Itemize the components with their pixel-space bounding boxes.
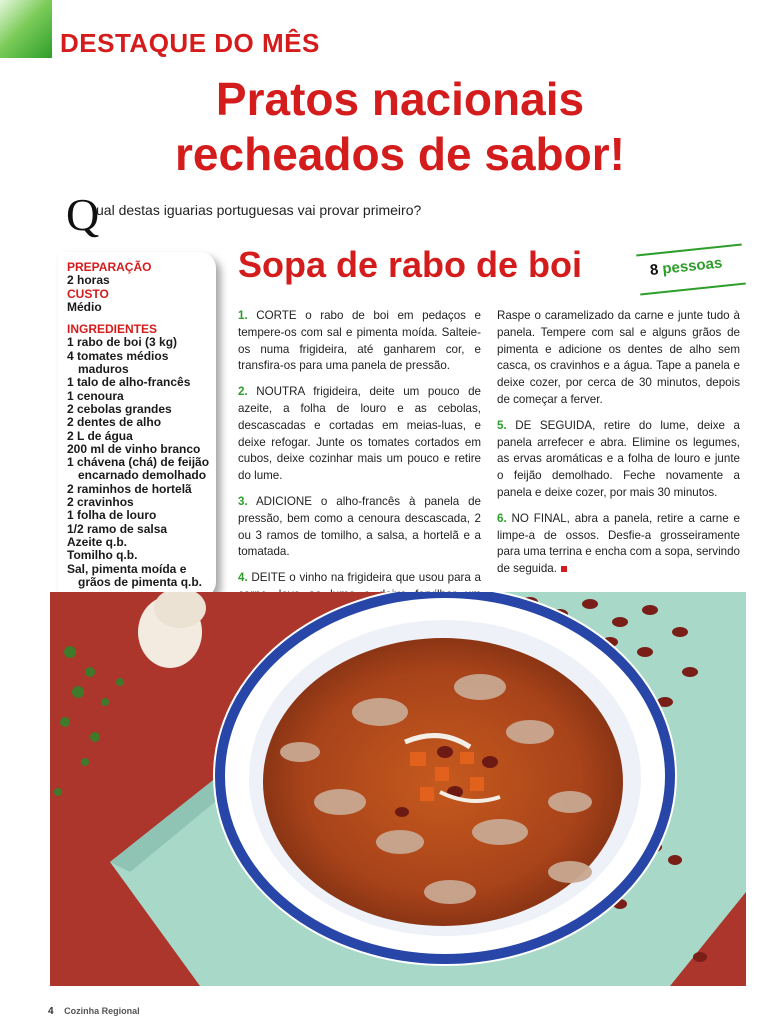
ingredient-item: Sal, pimenta moída e grãos de pimenta q.b. bbox=[67, 561, 203, 589]
cost-label: CUSTO bbox=[67, 286, 109, 301]
ingredient-item: 4 tomates médios maduros bbox=[67, 348, 169, 377]
prep-label: PREPARAÇÃO bbox=[67, 260, 152, 274]
step-number: 1. bbox=[238, 309, 248, 322]
step-number: 5. bbox=[497, 418, 507, 432]
ingredient-item: 1 chávena (chá) de feijão encarnado demolhado bbox=[67, 455, 210, 483]
intro-line bbox=[66, 189, 586, 240]
step-number: 6. bbox=[497, 511, 507, 525]
step-lead: CORTE bbox=[256, 309, 297, 322]
headline-line-1: Pratos nacionais bbox=[215, 73, 585, 125]
step-text: abra a panela, retire a carne e limpe-a de ossos. Desfie-a grosseiramente para uma terrina e encha com a sopa, servindo de seguida. bbox=[497, 511, 740, 576]
cost-value: Médio bbox=[67, 299, 102, 314]
step-text: frigideira, deite um pouco de azeite, a folha de louro e as cebolas, descascadas e cortadas em meias-luas, e deixe refogar. Junte os tomates cortados em cubos, deixe cozinhar mais um pouco e retire do lume. bbox=[238, 385, 481, 483]
ingredient-item: Tomilho q.b. bbox=[67, 548, 138, 563]
step-paragraph bbox=[497, 511, 740, 578]
step-lead: DE SEGUIDA, bbox=[515, 418, 596, 432]
intro-text: ual destas iguarias portuguesas vai provar primeiro? bbox=[96, 202, 422, 218]
servings-number: 8 bbox=[649, 261, 660, 279]
step-number: 2. bbox=[238, 385, 248, 399]
magazine-name: Cozinha Regional bbox=[64, 1006, 140, 1016]
servings-rule-top bbox=[636, 243, 742, 256]
step-number: 4. bbox=[238, 571, 248, 585]
servings-unit: pessoas bbox=[661, 254, 724, 278]
ingredient-item: 1/2 ramo de salsa bbox=[67, 521, 168, 536]
step-lead: DEITE bbox=[251, 571, 286, 585]
step-paragraph bbox=[238, 494, 481, 561]
ingredient-item: 2 dentes de alho bbox=[67, 415, 162, 430]
step-paragraph bbox=[497, 308, 740, 409]
servings-badge bbox=[649, 254, 723, 278]
ingredient-item: 2 L de água bbox=[67, 428, 133, 443]
ingredient-item: Azeite q.b. bbox=[67, 534, 128, 549]
ingredient-item: 2 raminhos de hortelã bbox=[67, 481, 192, 496]
prep-value: 2 horas bbox=[67, 273, 110, 288]
ingredient-item: 1 talo de alho-francês bbox=[67, 375, 191, 390]
end-mark bbox=[561, 566, 567, 572]
step-paragraph bbox=[238, 384, 481, 485]
step-text: Raspe o caramelizado da carne e junte tudo à panela. Tempere com sal e alguns grãos de pimenta e adicione os dentes de alho sem casca, os cravinhos e a água. Tape a panela e deixe cozer, por cerca de 30 minutos, depois de começar a ferver. bbox=[497, 309, 740, 406]
step-lead: ADICIONE bbox=[255, 494, 312, 508]
page-headline bbox=[120, 72, 680, 182]
page-number: 4 bbox=[48, 1006, 54, 1017]
step-number: 3. bbox=[238, 494, 248, 508]
step-text: o alho-francês à panela de pressão, bem como a cenoura descascada, 2 ou 3 ramos de tomilho, a salsa, a hortelã e a tomatada. bbox=[238, 494, 481, 559]
ingredient-item: 1 cenoura bbox=[67, 388, 124, 403]
servings-rule-bottom bbox=[640, 282, 746, 295]
headline-line-2: recheados de sabor! bbox=[175, 128, 625, 180]
step-paragraph bbox=[497, 418, 740, 502]
step-text: retire do lume, deixe a panela arrefecer e abra. Elimine os legumes, as ervas aromáticas e a folha de louro e junte o feijão demolhado. Feche novamente a panela e deixe cozer, por mais 30 minutos. bbox=[497, 418, 740, 499]
ingredients-list bbox=[67, 336, 216, 589]
step-lead: NO FINAL, bbox=[511, 511, 570, 525]
step-paragraph bbox=[238, 308, 481, 375]
section-kicker: DESTAQUE DO MÊS bbox=[60, 28, 320, 58]
ingredient-item: 2 cebolas grandes bbox=[67, 401, 172, 416]
soup-photo bbox=[50, 592, 746, 986]
corner-accent bbox=[0, 0, 52, 58]
ingredient-item: 1 rabo de boi (3 kg) bbox=[67, 335, 178, 350]
steps-column-right bbox=[497, 308, 740, 587]
recipe-info-box bbox=[58, 252, 216, 598]
ingredient-item: 200 ml de vinho branco bbox=[67, 441, 201, 456]
steps-column-left bbox=[238, 308, 481, 630]
page-footer bbox=[48, 1006, 140, 1017]
ingredient-item: 2 cravinhos bbox=[67, 495, 134, 510]
ingredients-label: INGREDIENTES bbox=[67, 322, 158, 337]
recipe-title: Sopa de rabo de boi bbox=[238, 244, 583, 285]
step-lead: NOUTRA bbox=[256, 385, 305, 399]
step-text: o vinho na frigideira que usou para a bbox=[289, 571, 481, 585]
ingredient-item: 1 folha de louro bbox=[67, 508, 157, 523]
step-text: o rabo de boi em pedaços e tempere-os com sal e pimenta moída. Salteie-os numa frigideira, até ganharem cor, e transfira-os para uma panela de pressão. bbox=[238, 309, 481, 373]
intro-dropcap: Q bbox=[66, 189, 100, 240]
